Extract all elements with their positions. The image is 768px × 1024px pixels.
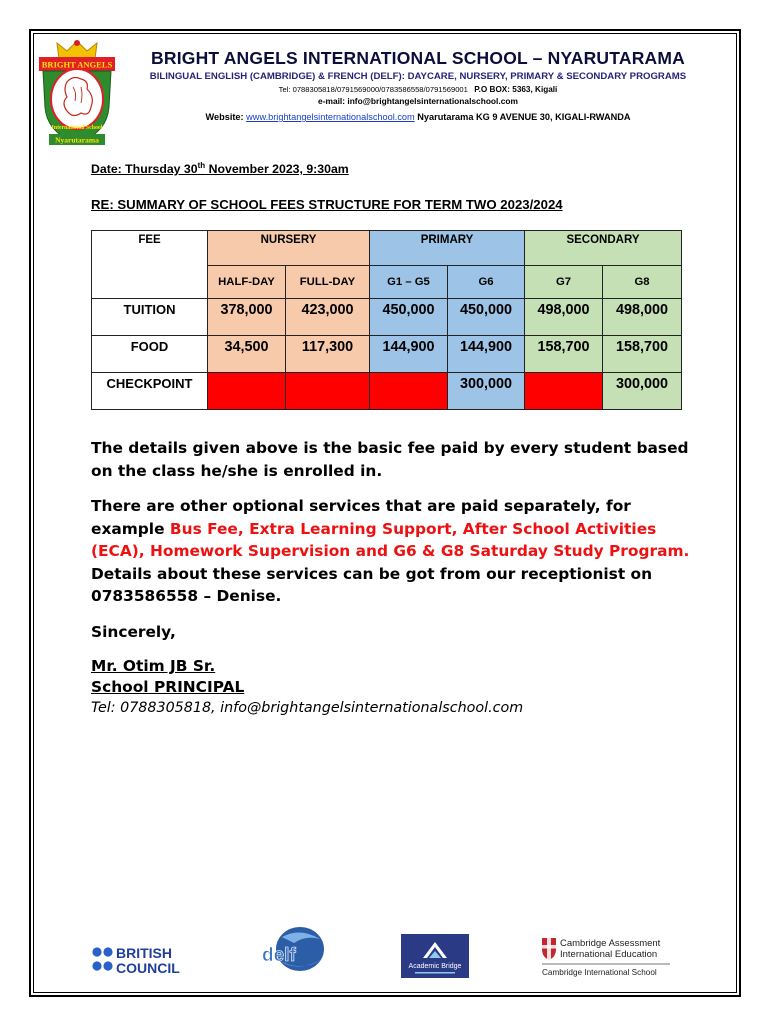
british-council-line2: COUNCIL xyxy=(116,960,180,976)
website-line xyxy=(118,112,718,122)
fee-header: FEE xyxy=(138,234,161,246)
cambridge-line3: Cambridge International School xyxy=(542,968,657,977)
table-cell-not-applicable xyxy=(525,373,603,410)
date-ordinal: th xyxy=(197,161,206,170)
school-logo xyxy=(37,37,117,147)
table-cell: 158,700 xyxy=(525,336,603,373)
email-line: e-mail: info@brightangelsinternationalschool.com xyxy=(318,96,518,106)
academic-bridge-text: Academic Bridge xyxy=(408,963,462,970)
cambridge-logo xyxy=(540,936,675,978)
table-cell: 158,700 xyxy=(603,336,682,373)
letter-body xyxy=(91,437,691,719)
letterhead xyxy=(118,48,718,122)
subheader-g6: G6 xyxy=(448,266,525,299)
logo-bottom-text: Nyarutarama xyxy=(55,135,99,145)
po-box: P.O BOX: 5363, Kigali xyxy=(474,85,558,94)
letter-subject: RE: SUMMARY OF SCHOOL FEES STRUCTURE FOR TERM TWO 2023/2024 xyxy=(91,197,563,212)
academic-bridge-logo xyxy=(401,934,469,978)
delf-text: delf xyxy=(262,945,296,966)
date-prefix: Date: Thursday 30 xyxy=(91,162,198,177)
cambridge-line2: International Education xyxy=(560,949,658,960)
website-link[interactable]: www.brightangelsinternationalschool.com xyxy=(246,112,415,122)
table-cell-not-applicable xyxy=(370,373,448,410)
table-cell: 498,000 xyxy=(525,299,603,336)
table-cell: 144,900 xyxy=(448,336,525,373)
closing: Sincerely, xyxy=(91,622,176,641)
table-row xyxy=(92,373,682,410)
subheader-full-day: FULL-DAY xyxy=(286,266,370,299)
table-cell: 450,000 xyxy=(370,299,448,336)
logo-banner-text: BRIGHT ANGELS xyxy=(41,59,113,70)
logo-ring-text: International School xyxy=(51,125,103,131)
website-label: Website: xyxy=(205,112,244,122)
telephone-numbers: Tel: 0788305818/0791569000/0783586558/0791569001 xyxy=(278,85,468,94)
table-cell-not-applicable xyxy=(208,373,286,410)
services-contact: Details about these services can be got from our receptionist on 0783586558 – Denise. xyxy=(91,564,653,605)
group-header-secondary: SECONDARY xyxy=(525,231,682,266)
group-header-primary: PRIMARY xyxy=(370,231,525,266)
table-cell: 300,000 xyxy=(448,373,525,410)
fees-table xyxy=(91,230,682,410)
british-council-logo xyxy=(91,943,201,977)
paragraph-optional-services xyxy=(91,495,691,608)
british-council-line1: BRITISH xyxy=(116,945,172,961)
table-cell: 450,000 xyxy=(448,299,525,336)
table-cell: 300,000 xyxy=(603,373,682,410)
table-cell: 144,900 xyxy=(370,336,448,373)
subheader-g7: G7 xyxy=(525,266,603,299)
paragraph-basic-fee: The details given above is the basic fee paid by every student based on the class he/she is enrolled in. xyxy=(91,439,689,480)
subheader-g8: G8 xyxy=(603,266,682,299)
services-intro: There are other optional services that are paid separately, for example xyxy=(91,497,631,538)
fee-header-cell xyxy=(92,231,208,299)
table-cell: 423,000 xyxy=(286,299,370,336)
row-label-food: FOOD xyxy=(92,336,208,373)
signatory-contact: Tel: 0788305818, info@brightangelsinternationalschool.com xyxy=(91,700,524,716)
letter-date xyxy=(91,161,349,176)
programs-line: BILINGUAL ENGLISH (CAMBRIDGE) & FRENCH (DELF): DAYCARE, NURSERY, PRIMARY & SECONDARY PROGRAMS xyxy=(149,71,687,82)
cambridge-line1: Cambridge Assessment xyxy=(560,938,661,949)
school-name: BRIGHT ANGELS INTERNATIONAL SCHOOL – NYARUTARAMA xyxy=(151,48,685,68)
signatory-title: School PRINCIPAL xyxy=(91,678,245,696)
delf-logo xyxy=(258,925,328,977)
services-list: Bus Fee, Extra Learning Support, After School Activities (ECA), Homework Supervision and G6 & G8 Saturday Study Program. xyxy=(91,519,690,560)
subheader-g1-g5: G1 – G5 xyxy=(370,266,448,299)
table-cell: 34,500 xyxy=(208,336,286,373)
row-label-checkpoint: CHECKPOINT xyxy=(92,373,208,410)
group-header-nursery: NURSERY xyxy=(208,231,370,266)
signatory-name: Mr. Otim JB Sr. xyxy=(91,657,216,675)
contact-line xyxy=(118,85,718,94)
table-row xyxy=(92,299,682,336)
subheader-half-day: HALF-DAY xyxy=(208,266,286,299)
table-row xyxy=(92,336,682,373)
table-cell-not-applicable xyxy=(286,373,370,410)
table-cell: 498,000 xyxy=(603,299,682,336)
row-label-tuition: TUITION xyxy=(92,299,208,336)
table-cell: 378,000 xyxy=(208,299,286,336)
date-suffix: November 2023, 9:30am xyxy=(205,162,349,177)
address: Nyarutarama KG 9 AVENUE 30, KIGALI-RWANDA xyxy=(417,112,631,122)
table-cell: 117,300 xyxy=(286,336,370,373)
